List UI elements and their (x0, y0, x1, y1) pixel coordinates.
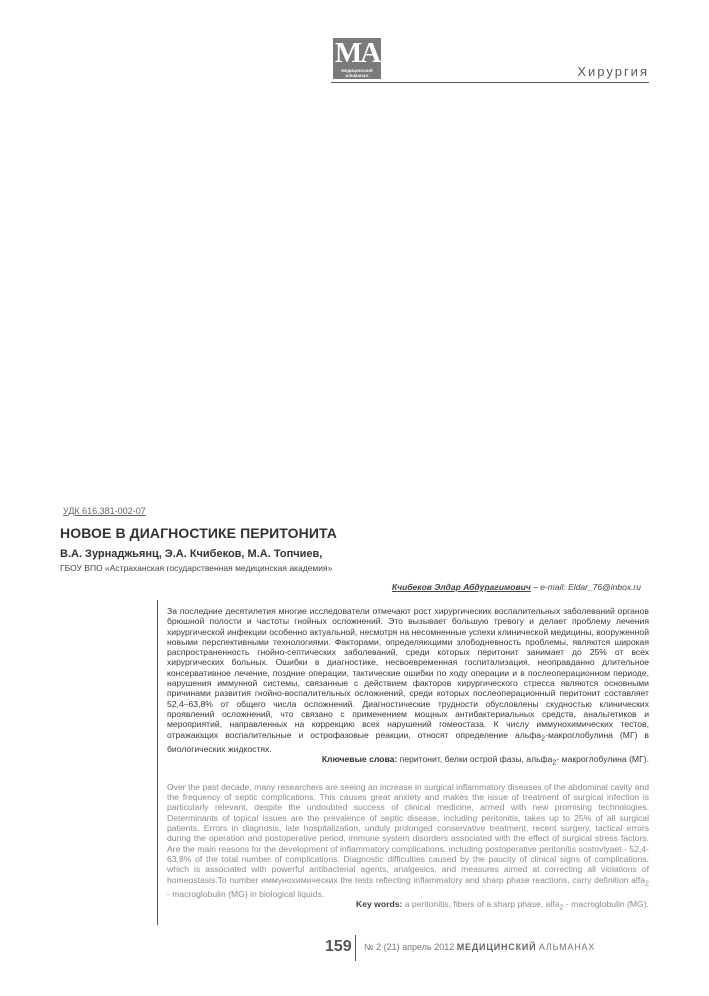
journal-logo (333, 38, 381, 79)
contact-email[interactable]: – e-mail: Eldar_76@inbox.ru (530, 582, 641, 592)
affiliation: ГБОУ ВПО «Астраханская государственная медицинская академия» (60, 563, 333, 573)
abstract-ru-text: За последние десятилетия многие исследователи отмечают рост хирургических воспалительных заболеваний органов брюшной полости и частоты гнойных осложнений. Это вызывает большую тревогу и делает проблему лечения хирургической инфекции особенно актуальной, несмотря на несомненные успехи клинической медицины, вооруженной новыми перспективными технологиями. Факторами, определяющими злободневность проблемы, являются широкая распространенность гнойно-септических заболеваний, среди которых перитонит занимает до 25% от всех хирургических больных. Ошибки в диагностике, несвоевременная госпитализация, неоправданно длительное консервативное лечение, поздние операции, тактические ошибки по ходу операции и в послеоперационном периоде, нарушения иммунной системы, связанные с действием факторов хирургического стресса являются основными причинами развития гнойно-воспалительных осложнений, среди которых послеоперационный перитонит составляет 52,4–63,8% от общего числа осложнений. Диагностические трудности обусловлены скудностью клинических проявлений осложнений, что связано с применением мощных антибактериальных средств, анальгетиков и мероприятий, направленных на коррекцию всех нарушений гомеостаза. К числу иммунохимических тестов, отражающих воспалительные и острофазовые реакции, относят определение альфа$_2$-макроглобулина (МГ) в биологических жидкостях. (167, 606, 649, 754)
keywords-en: Key words: a peritonitis, fibers of a sharp phase, alfa$_2$ - macroglobulin (MG). (356, 898, 649, 912)
authors: В.А. Зурнаджьянц, Э.А. Кчибеков, М.А. Топчиев, (60, 548, 323, 560)
journal-name-bold: МЕДИЦИНСКИЙ (456, 942, 537, 952)
keywords-ru-label: Ключевые слова: (321, 753, 398, 764)
journal-name-light: АЛЬМАНАХ (538, 942, 596, 952)
udk-code: УДК 616.381-002-07 (63, 506, 146, 516)
issue-number: № 2 (21) апрель 2012 (364, 942, 455, 952)
abstract-english (167, 782, 649, 913)
abstract-russian (167, 606, 649, 768)
header-divider (331, 82, 649, 83)
keywords-ru: Ключевые слова: перитонит, белки острой фазы, альфа$_2$- макроглобулина (МГ). (321, 753, 649, 767)
logo-letters: МА (334, 37, 380, 69)
contact-name: Кчибеков Элдар Абдурагимович (391, 582, 531, 592)
keywords-en-label: Key words: (356, 898, 403, 909)
logo-subtitle-1: МЕДИЦИНСКИЙ (341, 68, 373, 73)
footer-divider (355, 935, 356, 961)
abstract-en-text: Over the past decade, many researchers are seeing an increase in surgical inflammatory diseases of the abdominal cavity and the frequency of septic complications. This causes great anxiety and makes the issue of treatment of surgical infection is particularly relevant, despite the undoubted success of clinical medicine, armed with new promising technologies. Determinants of topical issues are the prevalence of septic disease, including peritonitis, takes up to 25% of all surgical patients. Errors in diagnosis, late hospitalization, unduly prolonged conservative treatment, recent surgery, tactical errors during the operation and postoperative period, immune system disorders associated with the effect of surgical stress factors. Are the main reasons for the development of inflammatory complications, including postoperative peritonitis sostovlyaet - 52,4-63,8% of the total number of complications. Diagnostic difficulties caused by the paucity of clinical signs of complications, which is associated with powerful antibacterial agents, analgesics, and measures aimed at correcting all violations of homeostasis.To number иммунохимических the tests reflecting inflammatory and sharp phase reactions, carry definition alfa$_2$ - macroglobulin (MG) in biological liquids. (167, 781, 649, 899)
page-number: 159 (325, 938, 352, 955)
page-footer (320, 935, 620, 961)
abstract-divider (157, 600, 158, 925)
section-title: Хирургия (577, 64, 649, 79)
issue-info (364, 942, 595, 952)
abstract-block (167, 606, 649, 913)
article-title: НОВОЕ В ДИАГНОСТИКЕ ПЕРИТОНИТА (60, 525, 337, 541)
contact-line (392, 582, 641, 592)
logo-subtitle-2: АЛЬМАНАХ (345, 73, 369, 78)
